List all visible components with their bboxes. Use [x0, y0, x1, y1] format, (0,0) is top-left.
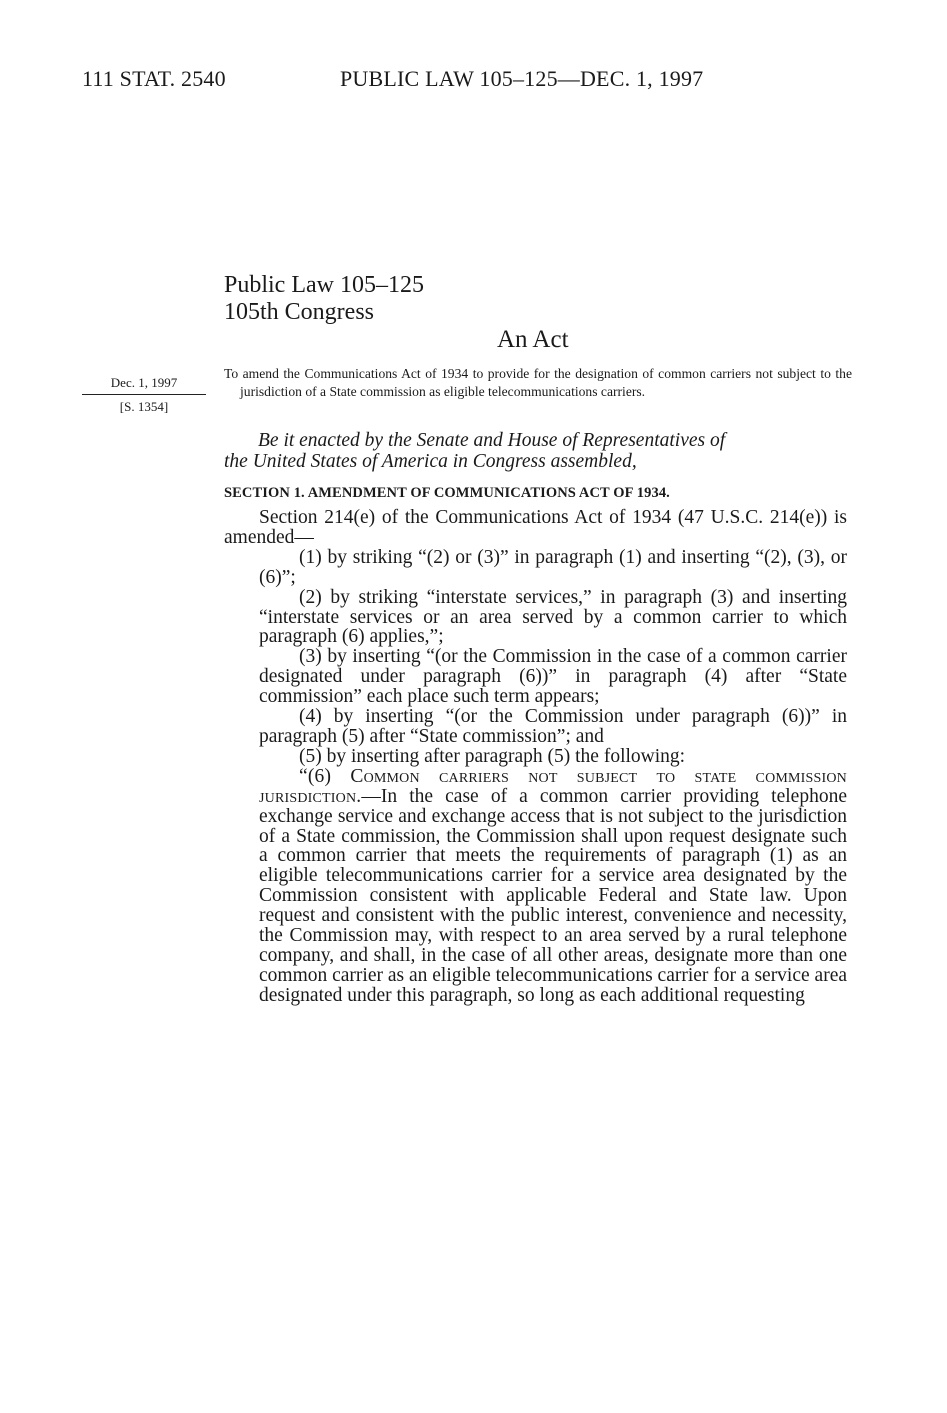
law-title-block	[224, 272, 424, 326]
margin-note-divider	[82, 394, 206, 395]
amendment-item-4: (4) by inserting “(or the Commission under paragraph (6))” in paragraph (5) after “State commission”; and	[259, 706, 847, 747]
amendment-item-1: (1) by striking “(2) or (3)” in paragraph (1) and inserting “(2), (3), or (6)”;	[259, 546, 847, 588]
margin-note	[82, 374, 206, 415]
margin-note-date: Dec. 1, 1997	[110, 375, 178, 390]
inserted-paragraph-text: —In the case of a common carrier providing telephone exchange service and exchange access that is not subject to the jurisdiction of a State commission, the Commission shall upon request designate such a common carrier that meets the requirements of paragraph (1) as an eligible telecommunications carrier for a service area designated by the Commission consistent with applicable Federal and State law. Upon request and consistent with the public interest, convenience and necessity, the Commission may, with respect to an area served by a rural telephone company, and shall, in the case of all other areas, designate more than one common carrier as an eligible telecommunications carrier for a service area designated under this paragraph, so long as each additional requesting	[259, 785, 847, 1006]
margin-note-bill-number: [S. 1354]	[119, 399, 169, 414]
section-intro: Section 214(e) of the Communications Act of 1934 (47 U.S.C. 214(e)) is amended—	[224, 507, 847, 548]
running-header	[0, 66, 947, 96]
statute-page-reference: 111 STAT. 2540	[82, 66, 226, 91]
inserted-paragraph-6	[259, 767, 847, 1006]
inserted-paragraph-heading: “(6) Common carriers not subject to state commission jurisdiction.	[259, 765, 847, 807]
law-number: Public Law 105–125	[224, 272, 424, 298]
enacting-clause-line-2: the United States of America in Congress assembled,	[224, 451, 637, 472]
congress-number: 105th Congress	[224, 299, 374, 325]
amendment-item-5: (5) by inserting after paragraph (5) the following:	[299, 745, 686, 767]
amendment-item-3: (3) by inserting “(or the Commission in the case of a common carrier designated under paragraph (6))” in paragraph (4) after “State commission” each place such term appears;	[259, 646, 847, 708]
enacting-clause-line-1: Be it enacted by the Senate and House of Representatives of	[258, 430, 726, 451]
enacting-clause	[224, 430, 852, 472]
public-law-reference: PUBLIC LAW 105–125—DEC. 1, 1997	[340, 66, 704, 91]
long-title	[224, 365, 852, 401]
long-title-text: To amend the Communications Act of 1934 to provide for the designation of common carriers not subject to the jurisdiction of a State commission as eligible telecommunications carriers.	[224, 366, 852, 399]
amendment-item-2: (2) by striking “interstate services,” in paragraph (3) and inserting “interstate services or an area served by a common carrier to which paragraph (6) applies,”;	[259, 586, 847, 648]
act-heading: An Act	[497, 326, 569, 353]
section-heading: SECTION 1. AMENDMENT OF COMMUNICATIONS ACT OF 1934.	[224, 485, 670, 501]
section-body	[224, 507, 847, 1006]
